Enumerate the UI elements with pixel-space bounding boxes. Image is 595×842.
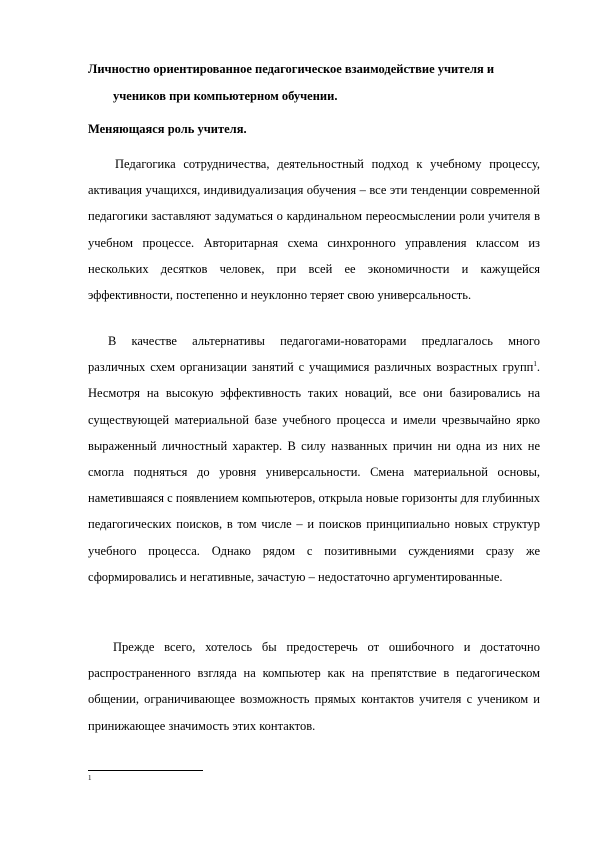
footnote-reference: 1 [533,360,537,369]
footnote-separator [88,770,203,771]
document-title [88,56,538,110]
footnote-mark: 1 [88,774,92,782]
paragraph-1: Педагогика сотрудничества, деятельностный подход к учебному процессу, активация учащихся, индивидуализация обучения – все эти тенденции современной педагогики заставляют задуматься о кардинальном переосмыслении роли учителя в учебном процессе. Авторитарная схема синхронного управления классом из нескольких десятков человек, при всей ее экономичности и кажущейся эффективности, постепенно и неуклонно теряет свою универсальность. [88,157,540,303]
paragraph-3: Прежде всего, хотелось бы предостеречь от ошибочного и достаточно распространенного взгляда на компьютер как на препятствие в педагогическом общении, ограничивающее возможность прямых контактов учителя с учеником и принижающее значимость этих контактов. [88,640,540,733]
paragraph-2-part-b: . Несмотря на высокую эффективность таких новаций, все они базировались на существующей материальной базе учебного процесса и имели чрезвычайно ярко выраженный личностный характер. В силу названных причин ни одна из них не смогла подняться до уровня универсальности. Смена материальной основы, наметившаяся с появлением компьютеров, открыла новые горизонты для глубинных педагогических поисков, в том числе – и поисков принципиально новых структур учебного процесса. Однако рядом с позитивными суждениями сразу же сформировались и негативные, зачастую – недостаточно аргументированные. [88,360,540,584]
title-line-1: Личностно ориентированное педагогическое взаимодействие учителя и [88,62,495,76]
paragraph-2 [88,328,540,590]
paragraph-2-part-a: В качестве альтернативы педагогами-новаторами предлагалось много различных схем организации занятий с учащимися различных возрастных групп [88,334,540,375]
section-heading: Меняющаяся роль учителя. [88,122,247,136]
title-line-2: учеников при компьютерном обучении. [113,89,338,103]
